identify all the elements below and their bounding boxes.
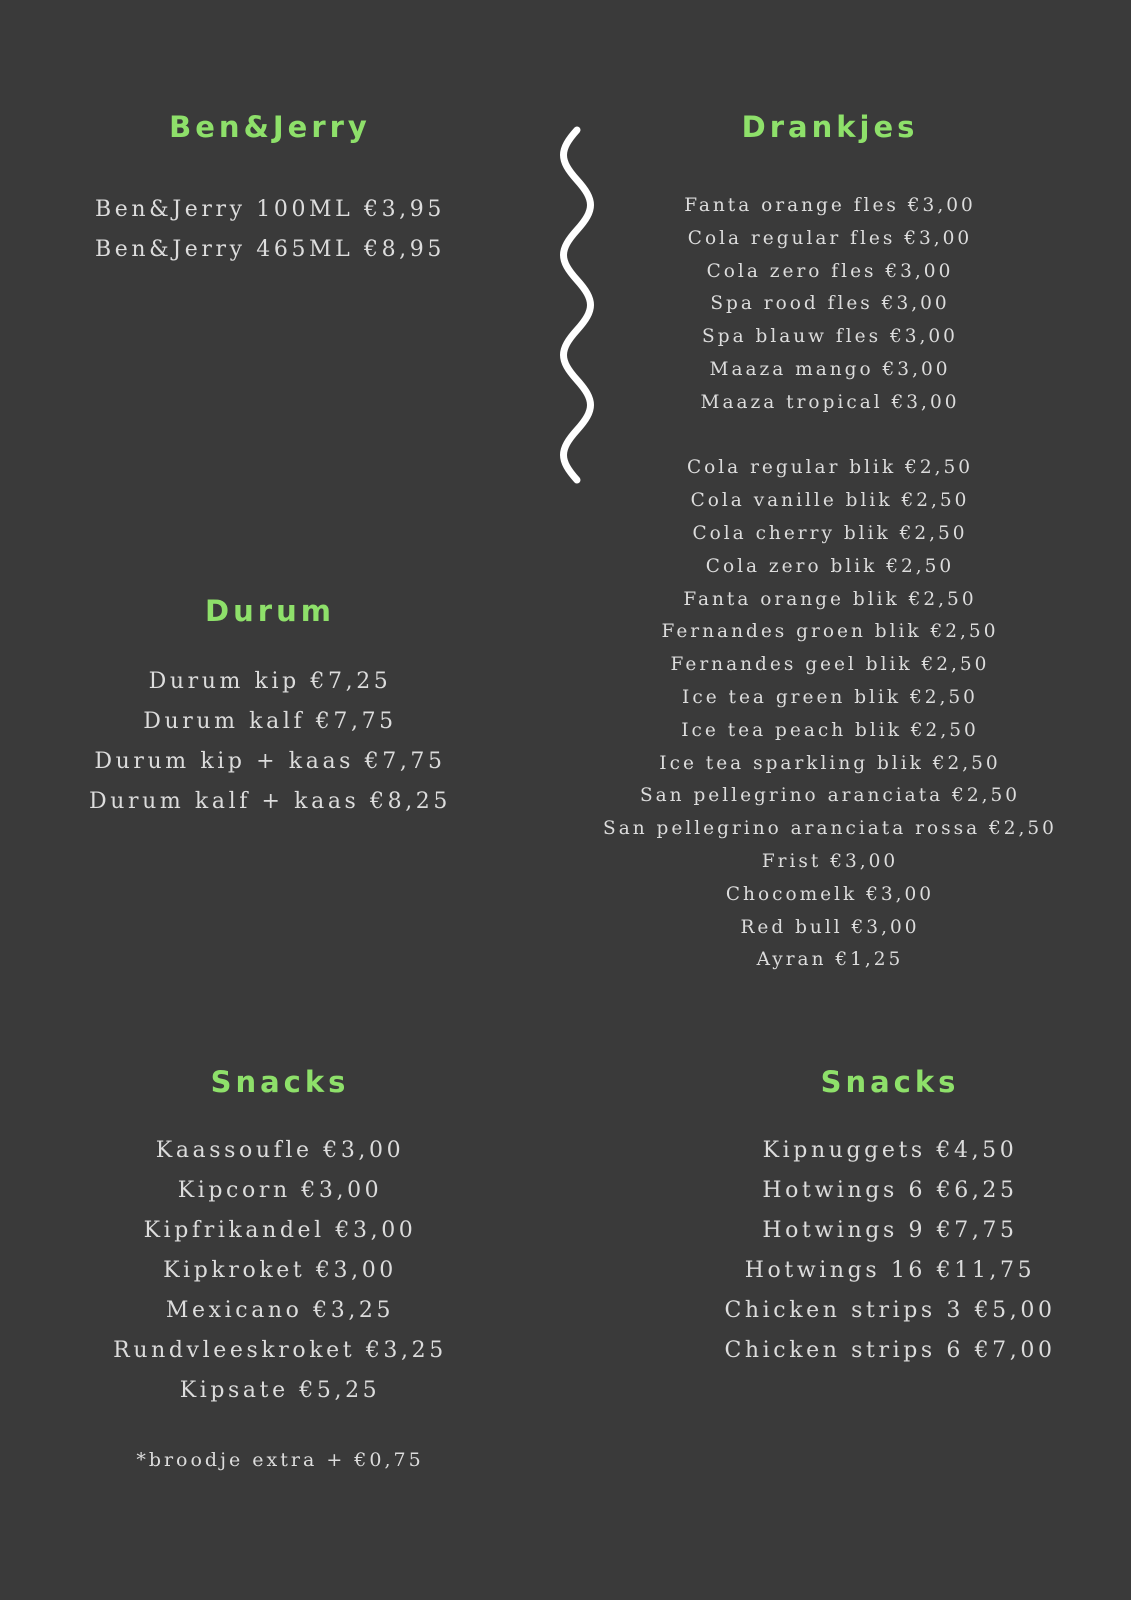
menu-item: Kipnuggets €4,50 <box>762 1138 1018 1163</box>
drink-item: Cola regular blik €2,50 <box>686 457 974 479</box>
drink-item: Cola zero blik €2,50 <box>705 555 955 577</box>
snacks-left-title: Snacks <box>210 1065 350 1099</box>
drink-item: Ice tea peach blik €2,50 <box>681 719 979 741</box>
drink-item: Maaza mango €3,00 <box>709 358 951 380</box>
menu-item: Durum kip €7,25 <box>148 669 392 694</box>
menu-item: Chicken strips 6 €7,00 <box>724 1338 1056 1363</box>
drink-item: Spa blauw fles €3,00 <box>702 326 958 348</box>
drink-item: Fernandes groen blik €2,50 <box>661 621 999 643</box>
ben-jerry-title: Ben&Jerry <box>169 110 371 144</box>
drink-item: San pellegrino aranciata €2,50 <box>639 785 1021 807</box>
menu-item: Hotwings 6 €6,25 <box>762 1178 1018 1203</box>
menu-item: Rundvleeskroket €3,25 <box>113 1338 447 1363</box>
menu-item: Hotwings 9 €7,75 <box>762 1218 1018 1243</box>
menu-item: Kipkroket €3,00 <box>163 1258 397 1283</box>
menu-item: Durum kip + kaas €7,75 <box>94 749 446 774</box>
drankjes-title: Drankjes <box>741 110 919 144</box>
menu-item: Kipcorn €3,00 <box>177 1178 383 1203</box>
durum-list <box>70 662 470 822</box>
bread-extra-note: *broodje extra + €0,75 <box>136 1449 424 1471</box>
snacks-left-list <box>70 1131 490 1411</box>
menu-item: Kipsate €5,25 <box>179 1378 381 1403</box>
drink-item: Cola vanille blik €2,50 <box>690 490 970 512</box>
menu-item: Chicken strips 3 €5,00 <box>724 1298 1056 1323</box>
drink-item: Ice tea green blik €2,50 <box>682 686 978 708</box>
drink-item: Maaza tropical €3,00 <box>700 391 960 413</box>
drink-item: Chocomelk €3,00 <box>725 883 935 905</box>
wavy-divider <box>555 125 595 485</box>
menu-item: Durum kalf + kaas €8,25 <box>88 789 452 814</box>
durum-title: Durum <box>205 594 335 628</box>
drink-item: Fanta orange fles €3,00 <box>684 195 976 216</box>
menu-item: Durum kalf €7,75 <box>143 709 397 734</box>
drankjes-list <box>595 190 1065 977</box>
menu-item: Kaassoufle €3,00 <box>155 1138 405 1163</box>
ben-jerry-list <box>70 190 470 270</box>
drink-item: Red bull €3,00 <box>740 916 920 938</box>
drankjes-section <box>595 110 1065 977</box>
drink-item: Cola regular fles €3,00 <box>687 227 973 249</box>
drink-item: Ice tea sparkling blik €2,50 <box>659 752 1001 774</box>
drink-item: Frist €3,00 <box>761 850 899 872</box>
drink-item: Fanta orange blik €2,50 <box>683 588 977 610</box>
drink-item: San pellegrino aranciata rossa €2,50 <box>603 818 1057 840</box>
drink-item: Cola cherry blik €2,50 <box>692 522 968 544</box>
snacks-right-list <box>670 1131 1110 1371</box>
menu-item: Mexicano €3,25 <box>165 1298 395 1323</box>
menu-item: Ben&Jerry 465ML €8,95 <box>95 237 445 262</box>
drink-item: Spa rood fles €3,00 <box>710 293 950 315</box>
drink-item: Ayran €1,25 <box>756 949 904 971</box>
snacks-right-title: Snacks <box>820 1065 960 1099</box>
menu-item: Hotwings 16 €11,75 <box>744 1258 1036 1283</box>
durum-section <box>70 594 470 822</box>
list-spacer <box>595 420 1065 453</box>
snacks-right-section <box>670 1065 1110 1371</box>
snacks-left-section <box>70 1065 490 1471</box>
drink-item: Cola zero fles €3,00 <box>706 260 954 282</box>
drink-item: Fernandes geel blik €2,50 <box>670 654 990 676</box>
menu-item: Ben&Jerry 100ML €3,95 <box>95 197 445 222</box>
menu-item: Kipfrikandel €3,00 <box>143 1218 417 1243</box>
ben-jerry-section <box>70 110 470 270</box>
